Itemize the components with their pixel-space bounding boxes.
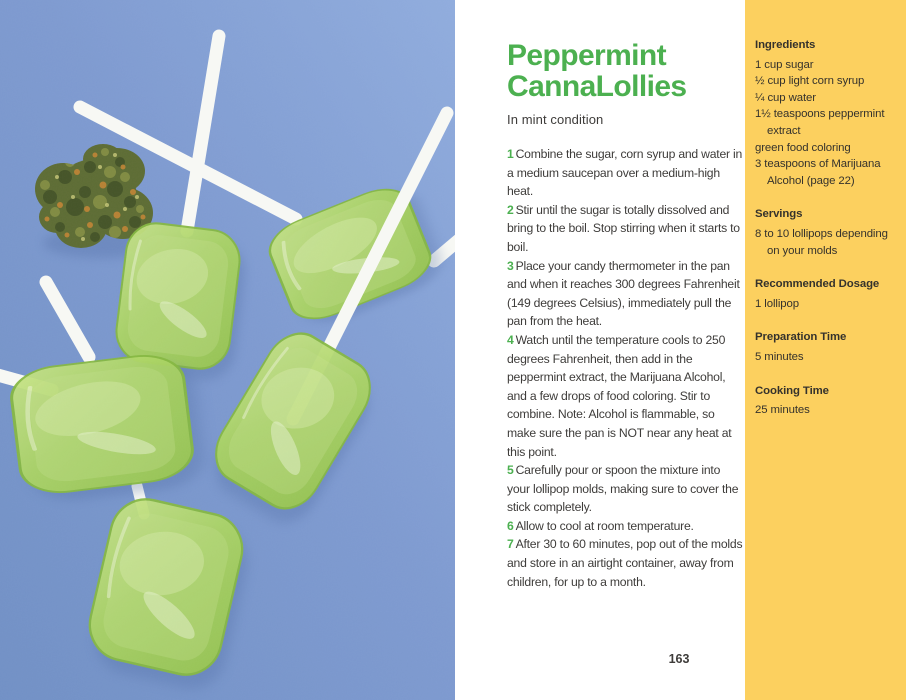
- recipe-step: [507, 331, 745, 461]
- sidebar-section-prep-time: [755, 329, 901, 365]
- ingredient-line: 1 cup sugar: [755, 58, 814, 71]
- step-text: Stir until the sugar is totally dissolved and bring to the boil. Stop stirring when it starts to boil.: [507, 202, 740, 254]
- cooking-time-line: 25 minutes: [755, 404, 810, 417]
- step-number: 2: [507, 202, 514, 217]
- ingredient-line-continued: Alcohol (page 22): [767, 174, 855, 187]
- ingredient-line-continued: extract: [767, 124, 801, 137]
- sidebar-heading: Cooking Time: [755, 384, 829, 397]
- recipe-info-sidebar: [745, 0, 906, 700]
- recipe-steps: [507, 145, 745, 591]
- recipe-title: [507, 40, 737, 102]
- recipe-step: [507, 461, 745, 517]
- ingredient-line: 1½ teaspoons peppermint: [755, 108, 885, 121]
- recipe-step: [507, 145, 745, 201]
- step-text: Watch until the temperature cools to 250 degrees Fahrenheit, then add in the peppermint extract, the Marijuana Alcohol, and a few drops of food coloring. Stir to combine. Note: Alcohol is flammable, so make sure the pan is NOT near any heat at this point.: [507, 332, 732, 459]
- sidebar-heading: Preparation Time: [755, 331, 847, 344]
- step-text: Allow to cool at room temperature.: [515, 518, 694, 533]
- recipe-title-line1: Peppermint: [507, 39, 667, 72]
- step-number: 6: [507, 518, 514, 533]
- dosage-line: 1 lollipop: [755, 297, 799, 310]
- recipe-text-column: [455, 0, 745, 700]
- sidebar-heading: Recommended Dosage: [755, 278, 880, 291]
- step-number: 5: [507, 463, 514, 478]
- servings-line-continued: on your molds: [767, 244, 838, 257]
- step-number: 1: [507, 147, 514, 161]
- step-number: 7: [507, 537, 514, 552]
- sidebar-heading: Ingredients: [755, 39, 816, 51]
- step-number: 3: [507, 258, 514, 273]
- recipe-step: [507, 535, 745, 591]
- step-number: 4: [507, 332, 514, 347]
- ingredient-line: 3 teaspoons of Marijuana: [755, 158, 881, 171]
- prep-time-line: 5 minutes: [755, 350, 804, 363]
- servings-line: 8 to 10 lollipops depending: [755, 227, 888, 240]
- step-text: Place your candy thermometer in the pan and when it reaches 300 degrees Fahrenheit (149 degrees Celsius), immediately pull the pan from the heat.: [507, 258, 740, 329]
- sidebar-section-dosage: [755, 276, 901, 312]
- ingredient-line: ½ cup light corn syrup: [755, 75, 865, 88]
- sidebar-section-servings: [755, 206, 901, 259]
- recipe-step: [507, 201, 745, 257]
- recipe-subtitle: In mint condition: [507, 112, 604, 127]
- recipe-title-line2: CannaLollies: [507, 70, 687, 103]
- page-number: 163: [668, 652, 690, 666]
- sidebar-heading: Servings: [755, 208, 803, 221]
- step-text: After 30 to 60 minutes, pop out of the molds and store in an airtight container, away from children, for up to a month.: [507, 537, 743, 589]
- ingredient-line: green food coloring: [755, 141, 851, 154]
- recipe-step: [507, 517, 745, 536]
- sidebar-section-ingredients: [755, 37, 901, 189]
- step-text: Carefully pour or spoon the mixture into your lollipop molds, making sure to cover the stick completely.: [507, 463, 739, 515]
- sidebar-section-cooking-time: [755, 383, 901, 419]
- ingredient-line: ¼ cup water: [755, 91, 816, 104]
- recipe-step: [507, 257, 745, 331]
- step-text: Combine the sugar, corn syrup and water in a medium saucepan over a medium-high heat.: [507, 147, 743, 199]
